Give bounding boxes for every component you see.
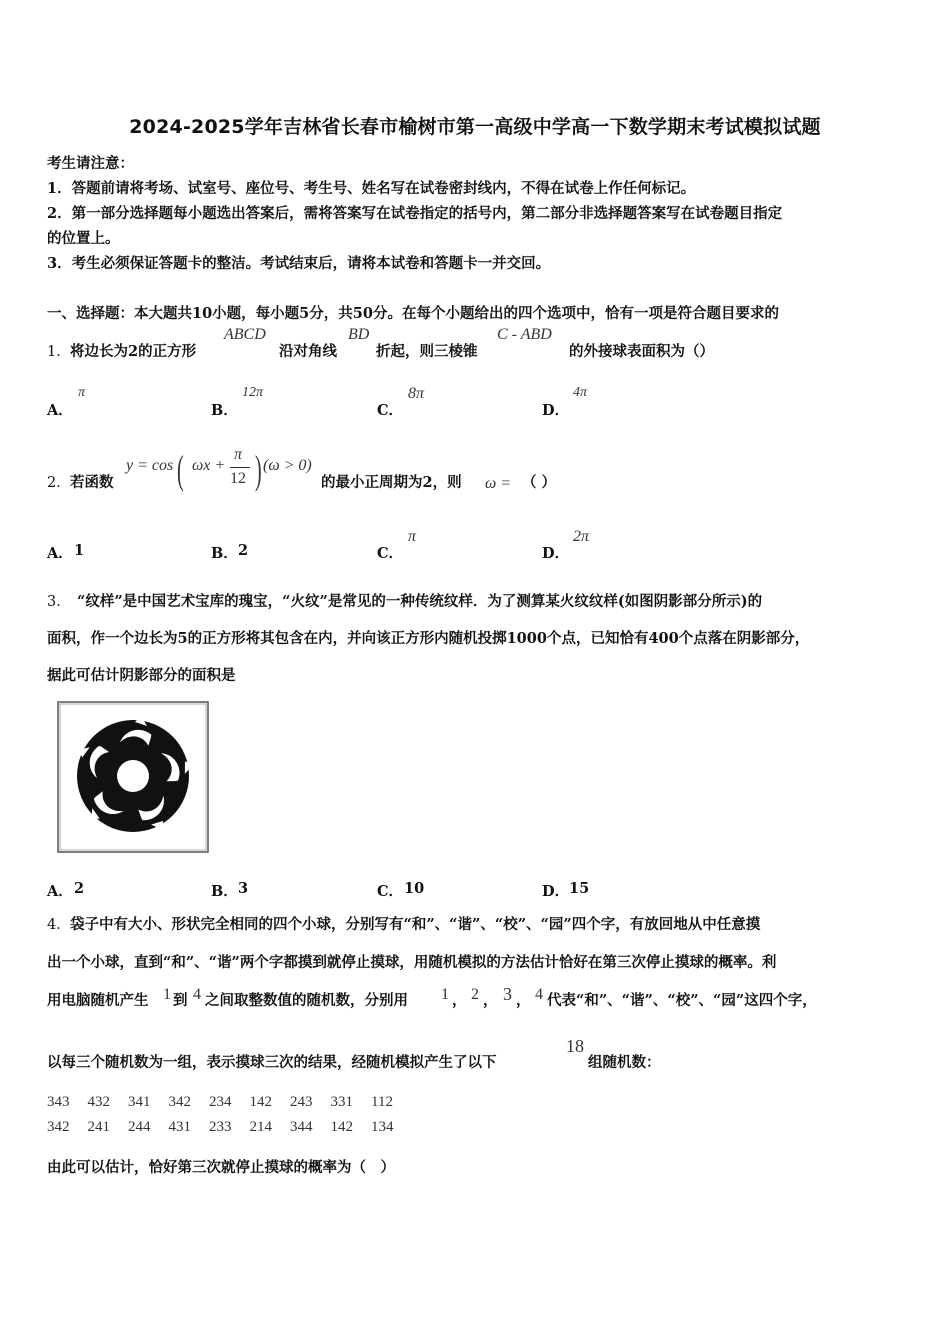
section-heading: 一、选择题：本大题共10小题，每小题5分，共50分。在每个小题给出的四个选项中，恰有一项是符合题目要求的 bbox=[47, 305, 779, 322]
q1-math-cabd: C - ABD bbox=[497, 326, 552, 343]
q3-option-b-value: 3 bbox=[238, 880, 249, 897]
q4-sep: ， bbox=[516, 992, 531, 1009]
q2-option-a-label: A． bbox=[47, 545, 73, 562]
q1-option-b-value: 12π bbox=[242, 385, 264, 400]
q1-option-c-label: C． bbox=[377, 402, 404, 419]
random-number: 112 bbox=[371, 1094, 393, 1110]
q4-question-end: 由此可以估计，恰好第三次就停止摸球的概率为（ ） bbox=[47, 1159, 395, 1176]
random-number: 431 bbox=[168, 1119, 191, 1135]
random-number: 142 bbox=[330, 1119, 353, 1135]
q2-option-b-label: B． bbox=[211, 545, 238, 562]
q4-number: 4． bbox=[47, 917, 71, 933]
q4-math-n3: 3 bbox=[503, 984, 512, 1004]
q3-option-c-value: 10 bbox=[404, 880, 425, 897]
q4-text: 代表“和”、“谐”、“校”、“园”这四个字， bbox=[547, 992, 817, 1009]
q4-math-n1: 1 bbox=[441, 986, 449, 1003]
q3-text: “纹样”是中国艺术宝库的瑰宝，“火纹”是常见的一种传统纹样．为了测算某火纹纹样(如图阴影部分所示)的 bbox=[77, 593, 763, 610]
q2-frac-den: 12 bbox=[230, 470, 246, 487]
random-number: 343 bbox=[47, 1094, 70, 1110]
q1-option-a-value: π bbox=[78, 385, 86, 400]
q3-option-d-value: 15 bbox=[569, 880, 590, 897]
q1-option-c-value: 8π bbox=[408, 385, 425, 402]
notice-item: 3．考生必须保证答题卡的整洁。考试结束后，请将本试卷和答题卡一并交回。 bbox=[47, 255, 551, 272]
q2-cond: (ω > 0) bbox=[263, 457, 312, 474]
q4-math-n4: 4 bbox=[535, 986, 543, 1003]
q2-frac-num: π bbox=[234, 446, 243, 463]
q4-text: 到 bbox=[173, 992, 188, 1009]
notice-item: 2．第一部分选择题每小题选出答案后，需将答案写在试卷指定的括号内，第二部分非选择题答案写在试卷题目指定 bbox=[47, 205, 783, 222]
q1-text: 的外接球表面积为（） bbox=[569, 343, 714, 360]
q1-option-a-label: A． bbox=[47, 402, 73, 419]
q4-text: 组随机数： bbox=[588, 1054, 661, 1071]
q2-number: 2． bbox=[47, 475, 71, 491]
random-number-row-1 bbox=[47, 1094, 412, 1111]
q2-paren-close: ) bbox=[255, 447, 262, 492]
q2-func: y = cos bbox=[126, 457, 174, 474]
fire-pattern-image bbox=[56, 700, 210, 854]
q3-option-a-value: 2 bbox=[74, 880, 85, 897]
random-number: 432 bbox=[87, 1094, 110, 1110]
q4-text: 以每三个随机数为一组，表示摸球三次的结果，经随机模拟产生了以下 bbox=[47, 1054, 497, 1071]
random-number: 241 bbox=[87, 1119, 110, 1135]
random-number: 344 bbox=[290, 1119, 313, 1135]
q2-omega: ω = bbox=[485, 475, 512, 492]
q2-option-c-label: C． bbox=[377, 545, 404, 562]
fire-pattern-figure bbox=[56, 700, 210, 854]
q2-option-d-label: D． bbox=[542, 545, 570, 562]
q1-text: 沿对角线 bbox=[279, 343, 337, 360]
random-number: 233 bbox=[209, 1119, 232, 1135]
q4-text: 之间取整数值的随机数，分别用 bbox=[205, 992, 408, 1009]
q1-text: 折起，则三棱锥 bbox=[376, 343, 478, 360]
notice-heading: 考生请注意： bbox=[47, 155, 134, 172]
q3-option-a-label: A． bbox=[47, 883, 73, 900]
q4-text: 用电脑随机产生 bbox=[47, 992, 149, 1009]
q2-text: 若函数 bbox=[70, 474, 114, 491]
q3-text: 据此可估计阴影部分的面积是 bbox=[47, 667, 236, 684]
random-number: 134 bbox=[371, 1119, 394, 1135]
q2-option-b-value: 2 bbox=[238, 542, 249, 559]
q2-text: （ ） bbox=[522, 474, 557, 491]
q4-math-4: 4 bbox=[193, 986, 201, 1003]
random-number-row-2 bbox=[47, 1119, 412, 1136]
q4-text: 出一个小球，直到“和”、“谐”两个字都摸到就停止摸球，用随机模拟的方法估计恰好在第三次停止摸球的概率。利 bbox=[47, 954, 777, 971]
q1-option-b-label: B． bbox=[211, 402, 238, 419]
notice-item: 1．答题前请将考场、试室号、座位号、考生号、姓名写在试卷密封线内，不得在试卷上作任何标记。 bbox=[47, 180, 696, 197]
q4-sep: ， bbox=[452, 992, 467, 1009]
q3-option-b-label: B． bbox=[211, 883, 238, 900]
random-number: 342 bbox=[168, 1094, 191, 1110]
q2-function-formula bbox=[124, 444, 320, 494]
random-number: 331 bbox=[330, 1094, 353, 1110]
random-number: 214 bbox=[249, 1119, 272, 1135]
q2-option-d-value: 2π bbox=[573, 528, 590, 545]
random-number: 244 bbox=[128, 1119, 151, 1135]
random-number: 342 bbox=[47, 1119, 70, 1135]
q2-option-c-value: π bbox=[408, 528, 417, 545]
q4-sep: ， bbox=[483, 992, 498, 1009]
q2-frac-bar bbox=[230, 467, 250, 468]
q1-text: 将边长为2的正方形 bbox=[70, 343, 197, 360]
q1-math-abcd: ABCD bbox=[224, 326, 266, 343]
q2-inner: ωx + bbox=[192, 457, 226, 474]
q1-math-bd: BD bbox=[348, 326, 370, 343]
q1-option-d-value: 4π bbox=[573, 385, 588, 400]
q2-paren-open: ( bbox=[177, 447, 184, 492]
q3-text: 面积，作一个边长为5的正方形将其包含在内，并向该正方形内随机投掷1000个点，已知恰有400个点落在阴影部分， bbox=[47, 630, 810, 647]
q3-option-d-label: D． bbox=[542, 883, 570, 900]
q1-option-d-label: D． bbox=[542, 402, 570, 419]
q2-text: 的最小正周期为2，则 bbox=[321, 474, 462, 491]
q4-math-n2: 2 bbox=[471, 986, 479, 1003]
q3-number: 3． bbox=[47, 594, 71, 610]
random-number: 234 bbox=[209, 1094, 232, 1110]
q4-text: 袋子中有大小、形状完全相同的四个小球，分别写有“和”、“谐”、“校”、“园”四个字，有放回地从中任意摸 bbox=[70, 916, 761, 933]
q4-math-18: 18 bbox=[566, 1036, 584, 1056]
page-title: 2024-2025学年吉林省长春市榆树市第一高级中学高一下数学期末考试模拟试题 bbox=[129, 116, 821, 138]
notice-item: 的位置上。 bbox=[47, 230, 120, 247]
q2-option-a-value: 1 bbox=[74, 542, 85, 559]
random-number: 142 bbox=[249, 1094, 272, 1110]
random-number: 243 bbox=[290, 1094, 313, 1110]
q3-option-c-label: C． bbox=[377, 883, 404, 900]
q4-math-1: 1 bbox=[163, 986, 171, 1003]
q1-number: 1． bbox=[47, 344, 71, 360]
random-number: 341 bbox=[128, 1094, 151, 1110]
